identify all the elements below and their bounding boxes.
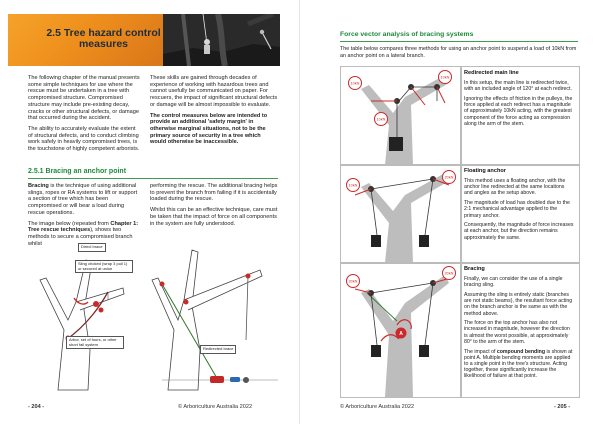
- floating-anchor-diagram: [341, 165, 461, 263]
- climber-photo: [163, 14, 280, 66]
- arbor-set-label: Arbor, set of fours, or other short fall system: [66, 336, 124, 349]
- title-rule: [340, 41, 578, 42]
- redirected-main-line-diagram: [341, 67, 461, 165]
- right-page: [300, 0, 600, 424]
- row3-image-cell: [340, 262, 462, 398]
- row2-paragraph: This method uses a floating anchor, with the anchor line redirected at the same locations and angles as the setup above.: [464, 178, 566, 197]
- row1-image-cell: [340, 66, 462, 166]
- row3-heading: Bracing: [464, 266, 485, 272]
- row1-text: [464, 80, 574, 130]
- page-footer-left: [28, 404, 44, 410]
- section-rule: [28, 178, 278, 179]
- force-label: 20kN: [348, 279, 358, 284]
- redirected-brace-label: Redirected brace: [200, 345, 236, 354]
- page-number: - 204 -: [28, 404, 45, 410]
- page-number: - 205 -: [554, 404, 571, 410]
- section-heading: 2.5.1 Bracing an anchor point: [28, 168, 127, 175]
- page-footer-right: [554, 404, 570, 410]
- row3-last-pre: The impact of: [464, 348, 497, 355]
- redirected-brace-diagram: [148, 240, 288, 390]
- row2-text: [464, 178, 574, 244]
- force-label: 20kN: [444, 271, 454, 276]
- intro-column-2: [150, 75, 278, 150]
- chapter-reference-post: ), shows two methods to secure a compromised branch whilst: [28, 227, 133, 247]
- chapter-reference-pre: The image below (repeated from: [28, 220, 111, 227]
- compound-bending-term: compound bending: [496, 348, 545, 355]
- bracing-definition: is the technique of using additional slings, ropes or RA systems to lift or support a section of tree which has been compromised or will bear a load during rescue operations.: [28, 183, 138, 216]
- force-label: 10kN: [348, 183, 358, 188]
- row2-paragraph: The magnitude of load has doubled due to the 2:1 mechanical advantage applied to the primary anchor.: [464, 200, 570, 219]
- intro-paragraph: The following chapter of the manual presents some simple techniques for use where the rescue must be undertaken in a tree with compromised structure. Compromised structure may include pre-existing decay, cracks or other structural defects, or damage that occurred during the accident.: [28, 75, 140, 122]
- row3-text: [464, 276, 574, 383]
- bracing-diagram: [341, 263, 461, 397]
- bracing-term: Bracing: [28, 183, 49, 189]
- row3-paragraph: The force on the top anchor has also not increased in magnitude, however the direction is almost the worst possible, at approximately 80° to the arm of the stem.: [464, 320, 570, 345]
- row2-image-cell: [340, 164, 462, 264]
- row3-last-post: is shown at point A. Multiple bending moments are applied to a single point in the tree's structure. Acting together, these significantly increase the likelihood of failure at that point.: [464, 348, 573, 380]
- section-paragraph: performing the rescue. The additional bracing helps to prevent the branch from failing if it is accidentally loaded during the rescue.: [150, 183, 278, 203]
- row3-paragraph: Finally, we can consider the use of a single bracing sling.: [464, 276, 563, 289]
- table-intro: The table below compares three methods for using an anchor point to suspend a load of 10kN from an anchor point on a lateral branch.: [340, 46, 577, 59]
- row1-paragraph: Ignoring the effects of friction in the pulleys, the force applied at each redirect has a magnitude of approximately 10kN acting, with the greatest component of the force acting as compression along the arm of the stem.: [464, 95, 573, 127]
- right-page-title: Force vector analysis of bracing systems: [340, 31, 474, 38]
- force-label: 10kN: [350, 81, 360, 86]
- point-a-label: A: [399, 331, 403, 337]
- force-label: 10kN: [376, 117, 386, 122]
- force-label: 20kN: [444, 175, 454, 180]
- chapter-banner: [8, 14, 163, 66]
- direct-brace-label: Direct brace: [78, 243, 106, 252]
- force-label: 10kN: [440, 75, 450, 80]
- intro-column-1: [28, 75, 141, 157]
- section-paragraph: Whilst this can be an effective technique, care must be taken that the impact of force on all components in the system are fully understood.: [150, 207, 278, 227]
- row3-paragraph: Assuming the sling is entirely static (branches are not static beams), the resultant force acting on the branch anchor is the same as with the method above.: [464, 291, 573, 317]
- row1-paragraph: In this setup, the main line is redirected twice, with an included angle of 120° at each redirect.: [464, 80, 572, 93]
- copyright-left: © Arboriculture Australia 2022: [178, 404, 253, 410]
- section-column-2: [150, 183, 278, 231]
- intro-paragraph: The ability to accurately evaluate the extent of structural defects, and to conduct climbing work safely in heavily compromised trees, is the touchstone of highly competent arborists.: [28, 125, 140, 153]
- banner-title: 2.5 Tree hazard control measures: [46, 27, 161, 50]
- control-measures-note: The control measures below are intended to provide an additional 'safety margin' in otherwise marginal situations, not to be the primary source of security in a tree which would otherwise be inaccessible.: [150, 112, 268, 146]
- row1-heading: Redirected main line: [464, 70, 519, 76]
- row2-heading: Floating anchor: [464, 168, 506, 174]
- chapter-reference-link[interactable]: Chapter 1: Tree rescue techniques: [28, 220, 139, 234]
- copyright-right: © Arboriculture Australia 2022: [340, 404, 415, 410]
- sling-choked-label: Sling choked (wrap 3 pull 1) or secured at union: [75, 260, 133, 273]
- intro-paragraph: These skills are gained through decades of experience of working with hazardous trees and cannot usefully be communicated on paper. For rescuers, the impact of significant structural defects or damage will be almost impossible to evaluate.: [150, 75, 278, 108]
- row2-paragraph: Consequently, the magnitude of force increases at each anchor, but the direction remains approximately the same.: [464, 222, 574, 241]
